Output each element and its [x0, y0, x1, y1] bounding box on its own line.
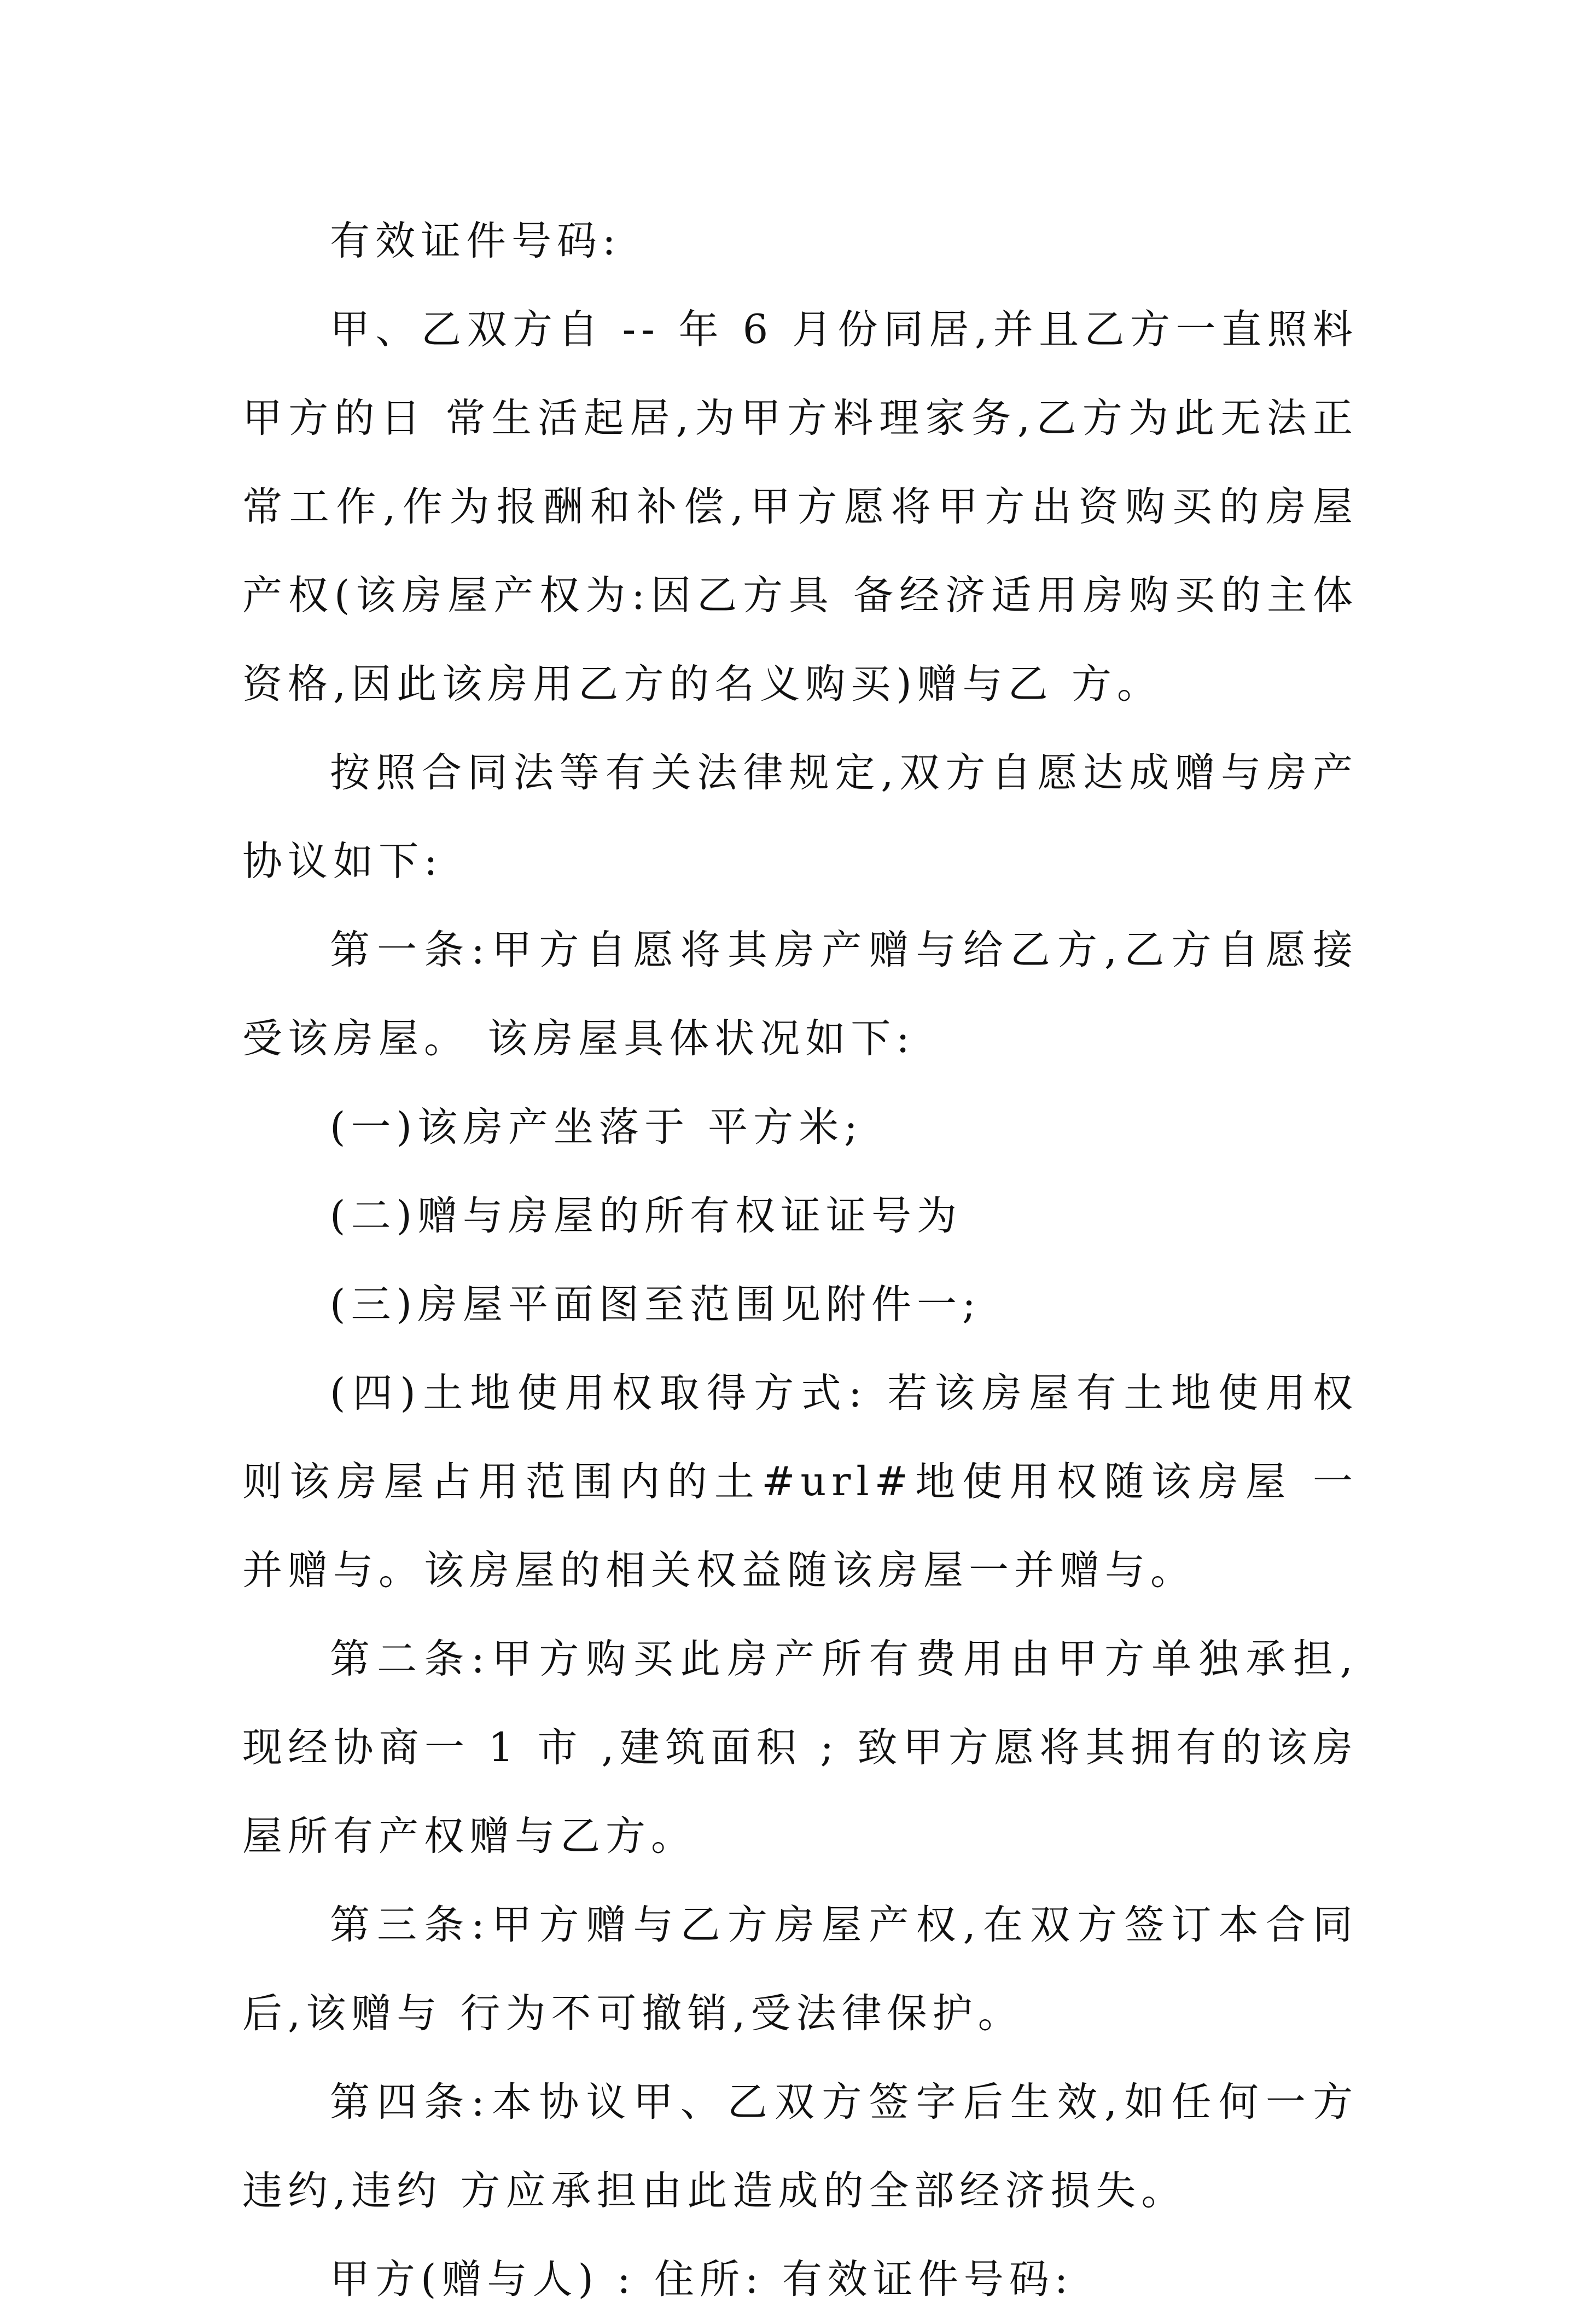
- paragraph-article-4: 第四条:本协议甲、乙双方签字后生效,如任何一方违约,违约 方应承担由此造成的全部经济损失。: [242, 2079, 1358, 2214]
- paragraph-article-2: 第二条:甲方购买此房产所有费用由甲方单独承担,现经协商一 1 市 ,建筑面积 ; 致甲方愿将其拥有的该房屋所有产权赠与乙方。: [242, 1636, 1358, 1860]
- paragraph-item-3: (三)房屋平面图至范围见附件一;: [330, 1281, 981, 1328]
- paragraph-agreement-intro: 按照合同法等有关法律规定,双方自愿达成赠与房产协议如下:: [242, 750, 1358, 885]
- paragraph-item-4: (四)土地使用权取得方式: 若该房屋有土地使用权则该房屋占用范围内的土#url#地使用权随该房屋 一并赠与。该房屋的相关权益随该房屋一并赠与。: [242, 1370, 1358, 1594]
- paragraph-item-1: (一)该房产坐落于 平方米;: [330, 1104, 863, 1151]
- paragraph-id-number: 有效证件号码:: [330, 218, 621, 264]
- document-body: [242, 197, 1358, 2324]
- paragraph-item-2: (二)赠与房屋的所有权证证号为: [330, 1193, 962, 1239]
- paragraph-article-1: 第一条:甲方自愿将其房产赠与给乙方,乙方自愿接受该房屋。 该房屋具体状况如下:: [242, 927, 1358, 1062]
- paragraph-party-a: 甲方(赠与人) : 住所: 有效证件号码:: [330, 2256, 1074, 2303]
- paragraph-article-3: 第三条:甲方赠与乙方房屋产权,在双方签订本合同后,该赠与 行为不可撤销,受法律保护。: [242, 1902, 1358, 2037]
- paragraph-background: 甲、乙双方自 -- 年 6 月份同居,并且乙方一直照料甲方的日 常生活起居,为甲方料理家务,乙方为此无法正常工作,作为报酬和补偿,甲方愿将甲方出资购买的房屋产权(该房屋产权为:因乙方具 备经济适用房购买的主体资格,因此该房用乙方的名义购买)赠与乙 方。: [242, 306, 1358, 707]
